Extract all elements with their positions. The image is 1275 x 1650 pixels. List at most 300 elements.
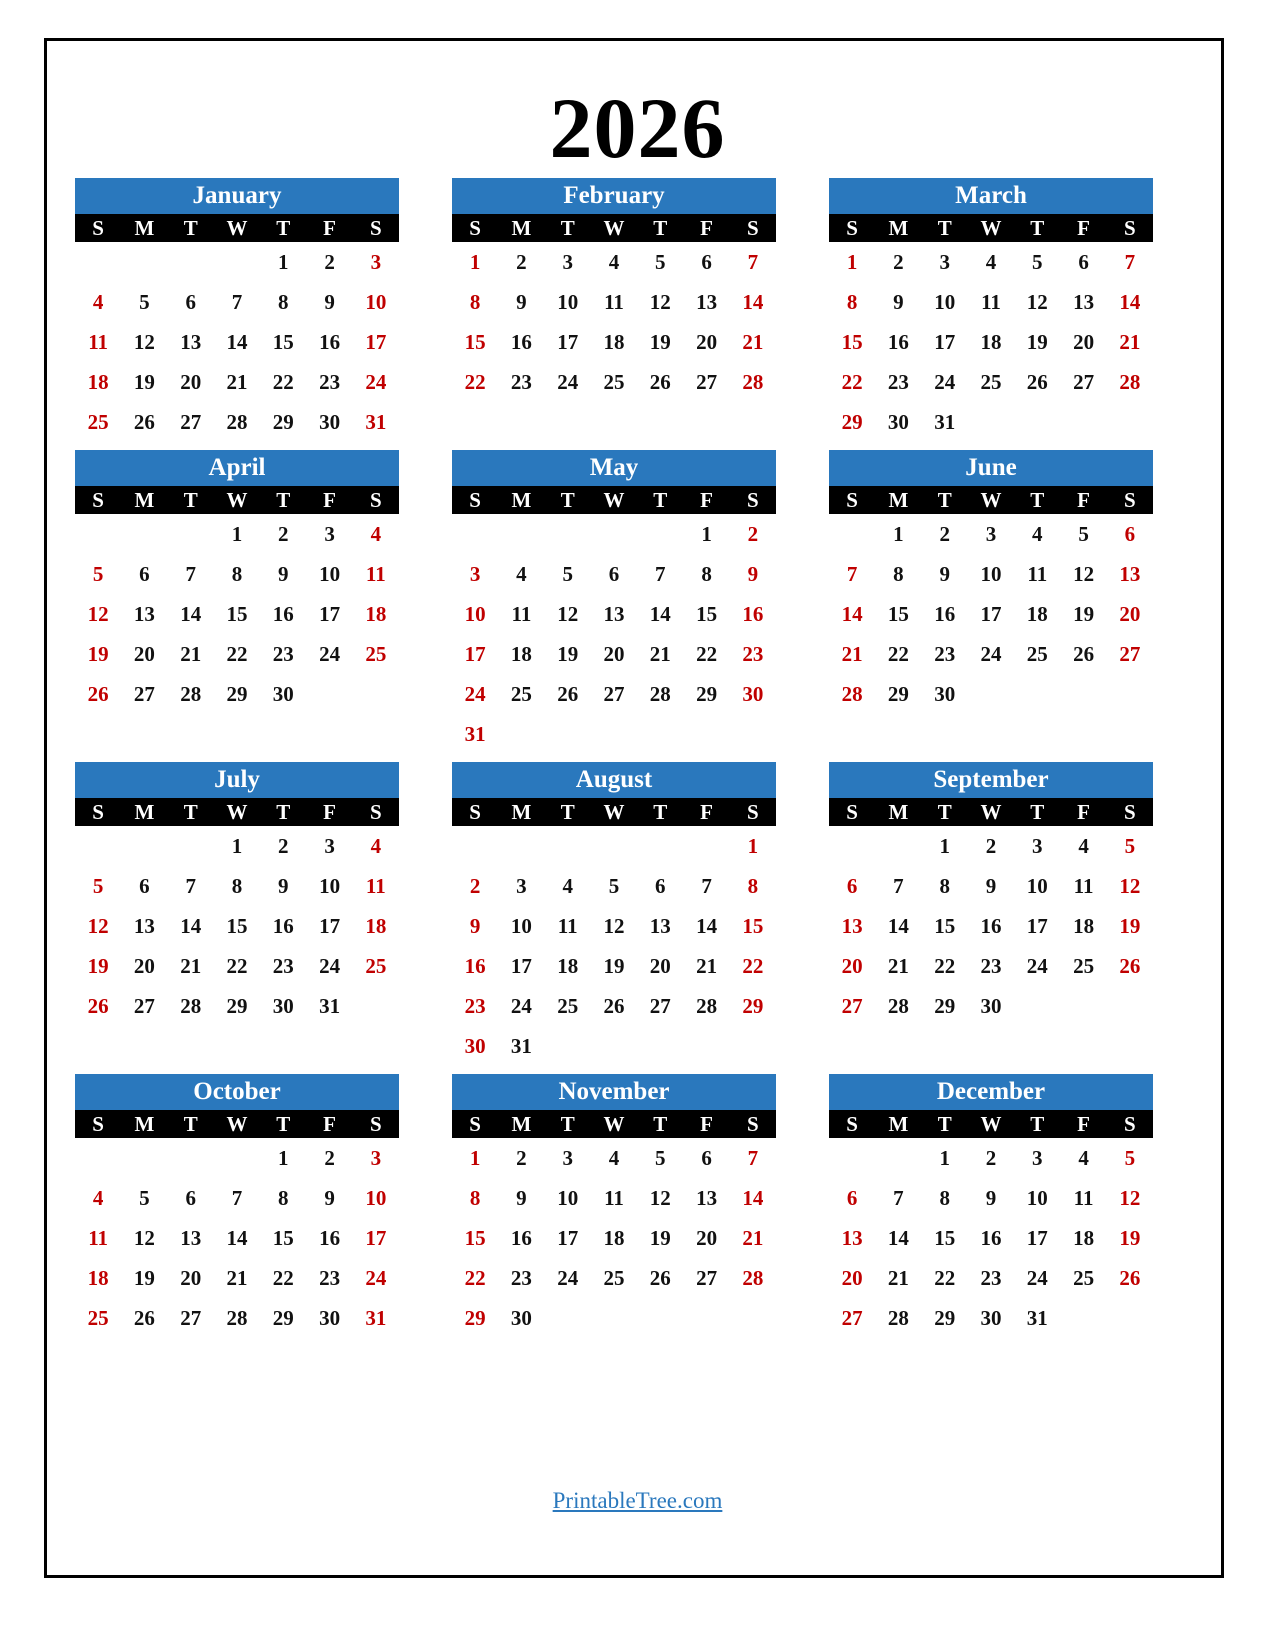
day-cell[interactable]: 26 [87,682,109,706]
day-cell[interactable]: 20 [649,954,671,978]
day-cell[interactable]: 26 [603,994,625,1018]
day-cell[interactable]: 2 [516,1146,527,1170]
day-cell[interactable]: 3 [370,1146,382,1170]
day-cell[interactable]: 14 [649,602,671,626]
day-cell[interactable]: 10 [319,562,341,586]
day-cell[interactable]: 2 [893,250,904,274]
day-cell[interactable]: 10 [510,914,532,938]
day-cell[interactable]: 18 [87,1266,109,1290]
day-cell[interactable]: 11 [604,1186,624,1210]
day-cell[interactable]: 21 [180,642,202,666]
day-cell[interactable]: 12 [649,1186,671,1210]
day-cell[interactable]: 5 [139,1186,150,1210]
day-cell[interactable]: 4 [562,874,573,898]
day-cell[interactable]: 15 [887,602,909,626]
day-cell[interactable]: 8 [893,562,904,586]
day-cell[interactable]: 21 [226,370,248,394]
day-cell[interactable]: 17 [934,330,956,354]
day-cell[interactable]: 2 [278,834,289,858]
day-cell[interactable]: 23 [464,994,486,1018]
day-cell[interactable]: 13 [1073,290,1095,314]
day-cell[interactable]: 3 [324,522,335,546]
day-cell[interactable]: 27 [649,994,671,1018]
day-cell[interactable]: 9 [516,1186,527,1210]
day-cell[interactable]: 14 [180,914,202,938]
day-cell[interactable]: 13 [649,914,671,938]
day-cell[interactable]: 24 [365,1266,387,1290]
day-cell[interactable]: 4 [608,1146,620,1170]
day-cell[interactable]: 19 [1119,914,1141,938]
day-cell[interactable]: 1 [747,834,759,858]
day-cell[interactable]: 23 [887,370,909,394]
day-cell[interactable]: 14 [226,330,248,354]
day-cell[interactable]: 7 [231,1186,243,1210]
day-cell[interactable]: 20 [841,1266,863,1290]
day-cell[interactable]: 14 [841,602,863,626]
day-cell[interactable]: 3 [1032,1146,1043,1170]
day-cell[interactable]: 20 [696,330,718,354]
day-cell[interactable]: 17 [365,1226,387,1250]
day-cell[interactable]: 24 [510,994,532,1018]
day-cell[interactable]: 16 [319,1226,341,1250]
day-cell[interactable]: 9 [324,290,335,314]
day-cell[interactable]: 9 [939,562,950,586]
day-cell[interactable]: 1 [701,522,712,546]
day-cell[interactable]: 13 [603,602,625,626]
day-cell[interactable]: 17 [464,642,486,666]
day-cell[interactable]: 2 [516,250,527,274]
day-cell[interactable]: 12 [133,1226,155,1250]
day-cell[interactable]: 8 [231,874,243,898]
day-cell[interactable]: 19 [557,642,579,666]
day-cell[interactable]: 29 [934,1306,956,1330]
day-cell[interactable]: 15 [841,330,863,354]
day-cell[interactable]: 16 [272,602,294,626]
day-cell[interactable]: 27 [180,410,202,434]
day-cell[interactable]: 10 [464,602,486,626]
day-cell[interactable]: 29 [464,1306,486,1330]
day-cell[interactable]: 25 [365,954,387,978]
day-cell[interactable]: 18 [980,330,1002,354]
day-cell[interactable]: 28 [1119,370,1141,394]
day-cell[interactable]: 21 [180,954,202,978]
day-cell[interactable]: 7 [846,562,858,586]
day-cell[interactable]: 4 [370,522,382,546]
day-cell[interactable]: 6 [701,250,712,274]
day-cell[interactable]: 11 [365,562,386,586]
day-cell[interactable]: 2 [278,522,289,546]
day-cell[interactable]: 4 [92,290,104,314]
day-cell[interactable]: 21 [1119,330,1141,354]
day-cell[interactable]: 6 [139,874,150,898]
day-cell[interactable]: 20 [1073,330,1095,354]
day-cell[interactable]: 27 [1119,642,1141,666]
day-cell[interactable]: 9 [985,874,997,898]
day-cell[interactable]: 18 [557,954,579,978]
day-cell[interactable]: 12 [649,290,671,314]
day-cell[interactable]: 17 [1026,1226,1048,1250]
day-cell[interactable]: 13 [696,290,718,314]
day-cell[interactable]: 28 [696,994,718,1018]
day-cell[interactable]: 11 [981,290,1001,314]
day-cell[interactable]: 21 [649,642,671,666]
day-cell[interactable]: 16 [980,1226,1002,1250]
day-cell[interactable]: 27 [603,682,625,706]
day-cell[interactable]: 19 [87,642,109,666]
day-cell[interactable]: 1 [469,1146,481,1170]
day-cell[interactable]: 28 [226,1306,248,1330]
day-cell[interactable]: 18 [603,1226,625,1250]
day-cell[interactable]: 30 [272,682,294,706]
day-cell[interactable]: 15 [934,914,956,938]
day-cell[interactable]: 2 [324,250,335,274]
day-cell[interactable]: 27 [696,370,718,394]
day-cell[interactable]: 16 [319,330,341,354]
day-cell[interactable]: 5 [655,250,666,274]
day-cell[interactable]: 15 [272,330,294,354]
day-cell[interactable]: 25 [87,1306,109,1330]
day-cell[interactable]: 15 [934,1226,956,1250]
day-cell[interactable]: 30 [934,682,956,706]
day-cell[interactable]: 22 [934,954,956,978]
day-cell[interactable]: 29 [696,682,718,706]
day-cell[interactable]: 30 [319,410,341,434]
day-cell[interactable]: 3 [562,250,573,274]
day-cell[interactable]: 12 [603,914,625,938]
day-cell[interactable]: 23 [319,370,341,394]
day-cell[interactable]: 4 [1078,1146,1089,1170]
day-cell[interactable]: 12 [1026,290,1048,314]
day-cell[interactable]: 5 [562,562,573,586]
day-cell[interactable]: 5 [139,290,150,314]
day-cell[interactable]: 20 [603,642,625,666]
day-cell[interactable]: 24 [557,370,579,394]
day-cell[interactable]: 12 [87,602,109,626]
day-cell[interactable]: 16 [934,602,956,626]
day-cell[interactable]: 5 [655,1146,666,1170]
day-cell[interactable]: 19 [133,1266,155,1290]
day-cell[interactable]: 7 [747,250,759,274]
day-cell[interactable]: 10 [557,290,579,314]
day-cell[interactable]: 16 [887,330,909,354]
day-cell[interactable]: 3 [562,1146,573,1170]
day-cell[interactable]: 9 [469,914,481,938]
day-cell[interactable]: 19 [649,330,671,354]
day-cell[interactable]: 22 [696,642,718,666]
day-cell[interactable]: 31 [1026,1306,1048,1330]
day-cell[interactable]: 8 [701,562,712,586]
day-cell[interactable]: 23 [510,370,532,394]
day-cell[interactable]: 11 [557,914,578,938]
day-cell[interactable]: 5 [1078,522,1089,546]
day-cell[interactable]: 7 [893,1186,904,1210]
day-cell[interactable]: 4 [516,562,527,586]
day-cell[interactable]: 8 [469,1186,481,1210]
day-cell[interactable]: 20 [133,642,155,666]
day-cell[interactable]: 10 [365,1186,387,1210]
day-cell[interactable]: 31 [464,722,486,746]
day-cell[interactable]: 27 [841,994,863,1018]
day-cell[interactable]: 3 [1032,834,1043,858]
day-cell[interactable]: 14 [696,914,718,938]
day-cell[interactable]: 26 [649,370,671,394]
day-cell[interactable]: 23 [319,1266,341,1290]
day-cell[interactable]: 24 [557,1266,579,1290]
day-cell[interactable]: 24 [934,370,956,394]
day-cell[interactable]: 6 [1078,250,1089,274]
day-cell[interactable]: 15 [464,1226,486,1250]
day-cell[interactable]: 9 [278,562,289,586]
day-cell[interactable]: 18 [1073,1226,1095,1250]
day-cell[interactable]: 11 [1073,1186,1094,1210]
day-cell[interactable]: 22 [887,642,909,666]
day-cell[interactable]: 14 [180,602,202,626]
day-cell[interactable]: 12 [1073,562,1095,586]
day-cell[interactable]: 10 [365,290,387,314]
day-cell[interactable]: 29 [841,410,863,434]
day-cell[interactable]: 20 [180,370,202,394]
day-cell[interactable]: 15 [696,602,718,626]
day-cell[interactable]: 26 [1119,954,1141,978]
day-cell[interactable]: 23 [510,1266,532,1290]
day-cell[interactable]: 22 [464,370,486,394]
day-cell[interactable]: 19 [87,954,109,978]
day-cell[interactable]: 28 [649,682,671,706]
day-cell[interactable]: 25 [510,682,532,706]
day-cell[interactable]: 11 [1027,562,1048,586]
day-cell[interactable]: 22 [226,642,248,666]
day-cell[interactable]: 28 [226,410,248,434]
day-cell[interactable]: 28 [742,1266,764,1290]
day-cell[interactable]: 13 [841,914,863,938]
day-cell[interactable]: 11 [604,290,624,314]
day-cell[interactable]: 9 [324,1186,335,1210]
day-cell[interactable]: 28 [887,994,909,1018]
day-cell[interactable]: 9 [278,874,289,898]
day-cell[interactable]: 30 [887,410,909,434]
day-cell[interactable]: 17 [557,1226,579,1250]
day-cell[interactable]: 19 [133,370,155,394]
day-cell[interactable]: 13 [696,1186,718,1210]
day-cell[interactable]: 24 [1026,954,1048,978]
day-cell[interactable]: 5 [1124,1146,1136,1170]
day-cell[interactable]: 15 [464,330,486,354]
day-cell[interactable]: 6 [185,1186,196,1210]
day-cell[interactable]: 7 [701,874,712,898]
day-cell[interactable]: 20 [133,954,155,978]
day-cell[interactable]: 16 [742,602,764,626]
day-cell[interactable]: 3 [324,834,335,858]
day-cell[interactable]: 7 [1124,250,1136,274]
day-cell[interactable]: 26 [1073,642,1095,666]
day-cell[interactable]: 4 [608,250,620,274]
day-cell[interactable]: 11 [511,602,532,626]
day-cell[interactable]: 25 [365,642,387,666]
printabletree-link[interactable]: PrintableTree.com [552,1488,723,1513]
day-cell[interactable]: 18 [510,642,532,666]
day-cell[interactable]: 2 [469,874,481,898]
day-cell[interactable]: 10 [319,874,341,898]
day-cell[interactable]: 13 [1119,562,1141,586]
day-cell[interactable]: 18 [365,914,387,938]
day-cell[interactable]: 15 [226,602,248,626]
day-cell[interactable]: 4 [1032,522,1043,546]
day-cell[interactable]: 17 [365,330,387,354]
day-cell[interactable]: 30 [272,994,294,1018]
day-cell[interactable]: 27 [133,994,155,1018]
day-cell[interactable]: 16 [272,914,294,938]
day-cell[interactable]: 1 [231,522,243,546]
day-cell[interactable]: 6 [185,290,196,314]
day-cell[interactable]: 24 [319,954,341,978]
day-cell[interactable]: 28 [887,1306,909,1330]
day-cell[interactable]: 5 [1032,250,1043,274]
day-cell[interactable]: 1 [278,1146,289,1170]
day-cell[interactable]: 8 [278,1186,289,1210]
day-cell[interactable]: 13 [841,1226,863,1250]
day-cell[interactable]: 29 [272,1306,294,1330]
day-cell[interactable]: 16 [510,330,532,354]
day-cell[interactable]: 8 [469,290,481,314]
day-cell[interactable]: 6 [608,562,620,586]
day-cell[interactable]: 30 [510,1306,532,1330]
day-cell[interactable]: 22 [272,370,294,394]
day-cell[interactable]: 6 [139,562,150,586]
day-cell[interactable]: 6 [655,874,666,898]
day-cell[interactable]: 23 [980,954,1002,978]
day-cell[interactable]: 12 [557,602,579,626]
day-cell[interactable]: 27 [696,1266,718,1290]
day-cell[interactable]: 3 [985,522,997,546]
day-cell[interactable]: 26 [649,1266,671,1290]
day-cell[interactable]: 16 [510,1226,532,1250]
day-cell[interactable]: 7 [185,874,196,898]
day-cell[interactable]: 31 [365,410,387,434]
day-cell[interactable]: 22 [464,1266,486,1290]
day-cell[interactable]: 17 [980,602,1002,626]
day-cell[interactable]: 4 [370,834,382,858]
day-cell[interactable]: 25 [980,370,1002,394]
day-cell[interactable]: 26 [133,410,155,434]
day-cell[interactable]: 26 [133,1306,155,1330]
day-cell[interactable]: 21 [742,330,764,354]
day-cell[interactable]: 19 [1026,330,1048,354]
day-cell[interactable]: 17 [510,954,532,978]
day-cell[interactable]: 4 [92,1186,104,1210]
day-cell[interactable]: 14 [887,914,909,938]
day-cell[interactable]: 8 [278,290,289,314]
day-cell[interactable]: 31 [934,410,956,434]
day-cell[interactable]: 12 [1119,874,1141,898]
day-cell[interactable]: 19 [1073,602,1095,626]
day-cell[interactable]: 21 [742,1226,764,1250]
day-cell[interactable]: 21 [226,1266,248,1290]
day-cell[interactable]: 26 [1119,1266,1141,1290]
day-cell[interactable]: 25 [603,370,625,394]
day-cell[interactable]: 25 [87,410,109,434]
day-cell[interactable]: 22 [934,1266,956,1290]
day-cell[interactable]: 1 [846,250,858,274]
day-cell[interactable]: 9 [516,290,527,314]
day-cell[interactable]: 31 [365,1306,387,1330]
day-cell[interactable]: 10 [934,290,956,314]
day-cell[interactable]: 14 [887,1226,909,1250]
day-cell[interactable]: 21 [887,1266,909,1290]
day-cell[interactable]: 17 [557,330,579,354]
day-cell[interactable]: 1 [231,834,243,858]
day-cell[interactable]: 24 [980,642,1002,666]
day-cell[interactable]: 6 [846,874,858,898]
day-cell[interactable]: 1 [469,250,481,274]
day-cell[interactable]: 12 [87,914,109,938]
day-cell[interactable]: 27 [180,1306,202,1330]
day-cell[interactable]: 6 [701,1146,712,1170]
day-cell[interactable]: 27 [1073,370,1095,394]
day-cell[interactable]: 17 [319,602,341,626]
day-cell[interactable]: 3 [939,250,950,274]
day-cell[interactable]: 10 [980,562,1002,586]
day-cell[interactable]: 25 [1026,642,1048,666]
day-cell[interactable]: 5 [608,874,620,898]
day-cell[interactable]: 23 [742,642,764,666]
day-cell[interactable]: 31 [510,1034,532,1058]
day-cell[interactable]: 22 [272,1266,294,1290]
day-cell[interactable]: 27 [841,1306,863,1330]
day-cell[interactable]: 12 [1119,1186,1141,1210]
day-cell[interactable]: 6 [846,1186,858,1210]
day-cell[interactable]: 4 [1078,834,1089,858]
day-cell[interactable]: 2 [985,1146,997,1170]
day-cell[interactable]: 24 [365,370,387,394]
day-cell[interactable]: 16 [464,954,486,978]
day-cell[interactable]: 20 [696,1226,718,1250]
day-cell[interactable]: 24 [319,642,341,666]
day-cell[interactable]: 10 [1026,874,1048,898]
day-cell[interactable]: 3 [516,874,527,898]
day-cell[interactable]: 27 [133,682,155,706]
day-cell[interactable]: 13 [133,914,155,938]
day-cell[interactable]: 28 [841,682,863,706]
day-cell[interactable]: 15 [272,1226,294,1250]
day-cell[interactable]: 24 [1026,1266,1048,1290]
day-cell[interactable]: 2 [324,1146,335,1170]
day-cell[interactable]: 30 [742,682,764,706]
day-cell[interactable]: 13 [180,330,202,354]
day-cell[interactable]: 11 [365,874,386,898]
day-cell[interactable]: 5 [92,874,104,898]
day-cell[interactable]: 14 [742,290,764,314]
day-cell[interactable]: 10 [557,1186,579,1210]
day-cell[interactable]: 2 [985,834,997,858]
day-cell[interactable]: 29 [887,682,909,706]
day-cell[interactable]: 1 [278,250,289,274]
day-cell[interactable]: 28 [180,994,202,1018]
day-cell[interactable]: 30 [319,1306,341,1330]
day-cell[interactable]: 23 [934,642,956,666]
day-cell[interactable]: 16 [980,914,1002,938]
day-cell[interactable]: 3 [469,562,481,586]
day-cell[interactable]: 7 [231,290,243,314]
day-cell[interactable]: 7 [655,562,666,586]
day-cell[interactable]: 11 [88,330,109,354]
day-cell[interactable]: 25 [557,994,579,1018]
day-cell[interactable]: 24 [464,682,486,706]
day-cell[interactable]: 9 [747,562,759,586]
day-cell[interactable]: 18 [603,330,625,354]
day-cell[interactable]: 8 [747,874,759,898]
day-cell[interactable]: 7 [893,874,904,898]
day-cell[interactable]: 7 [185,562,196,586]
